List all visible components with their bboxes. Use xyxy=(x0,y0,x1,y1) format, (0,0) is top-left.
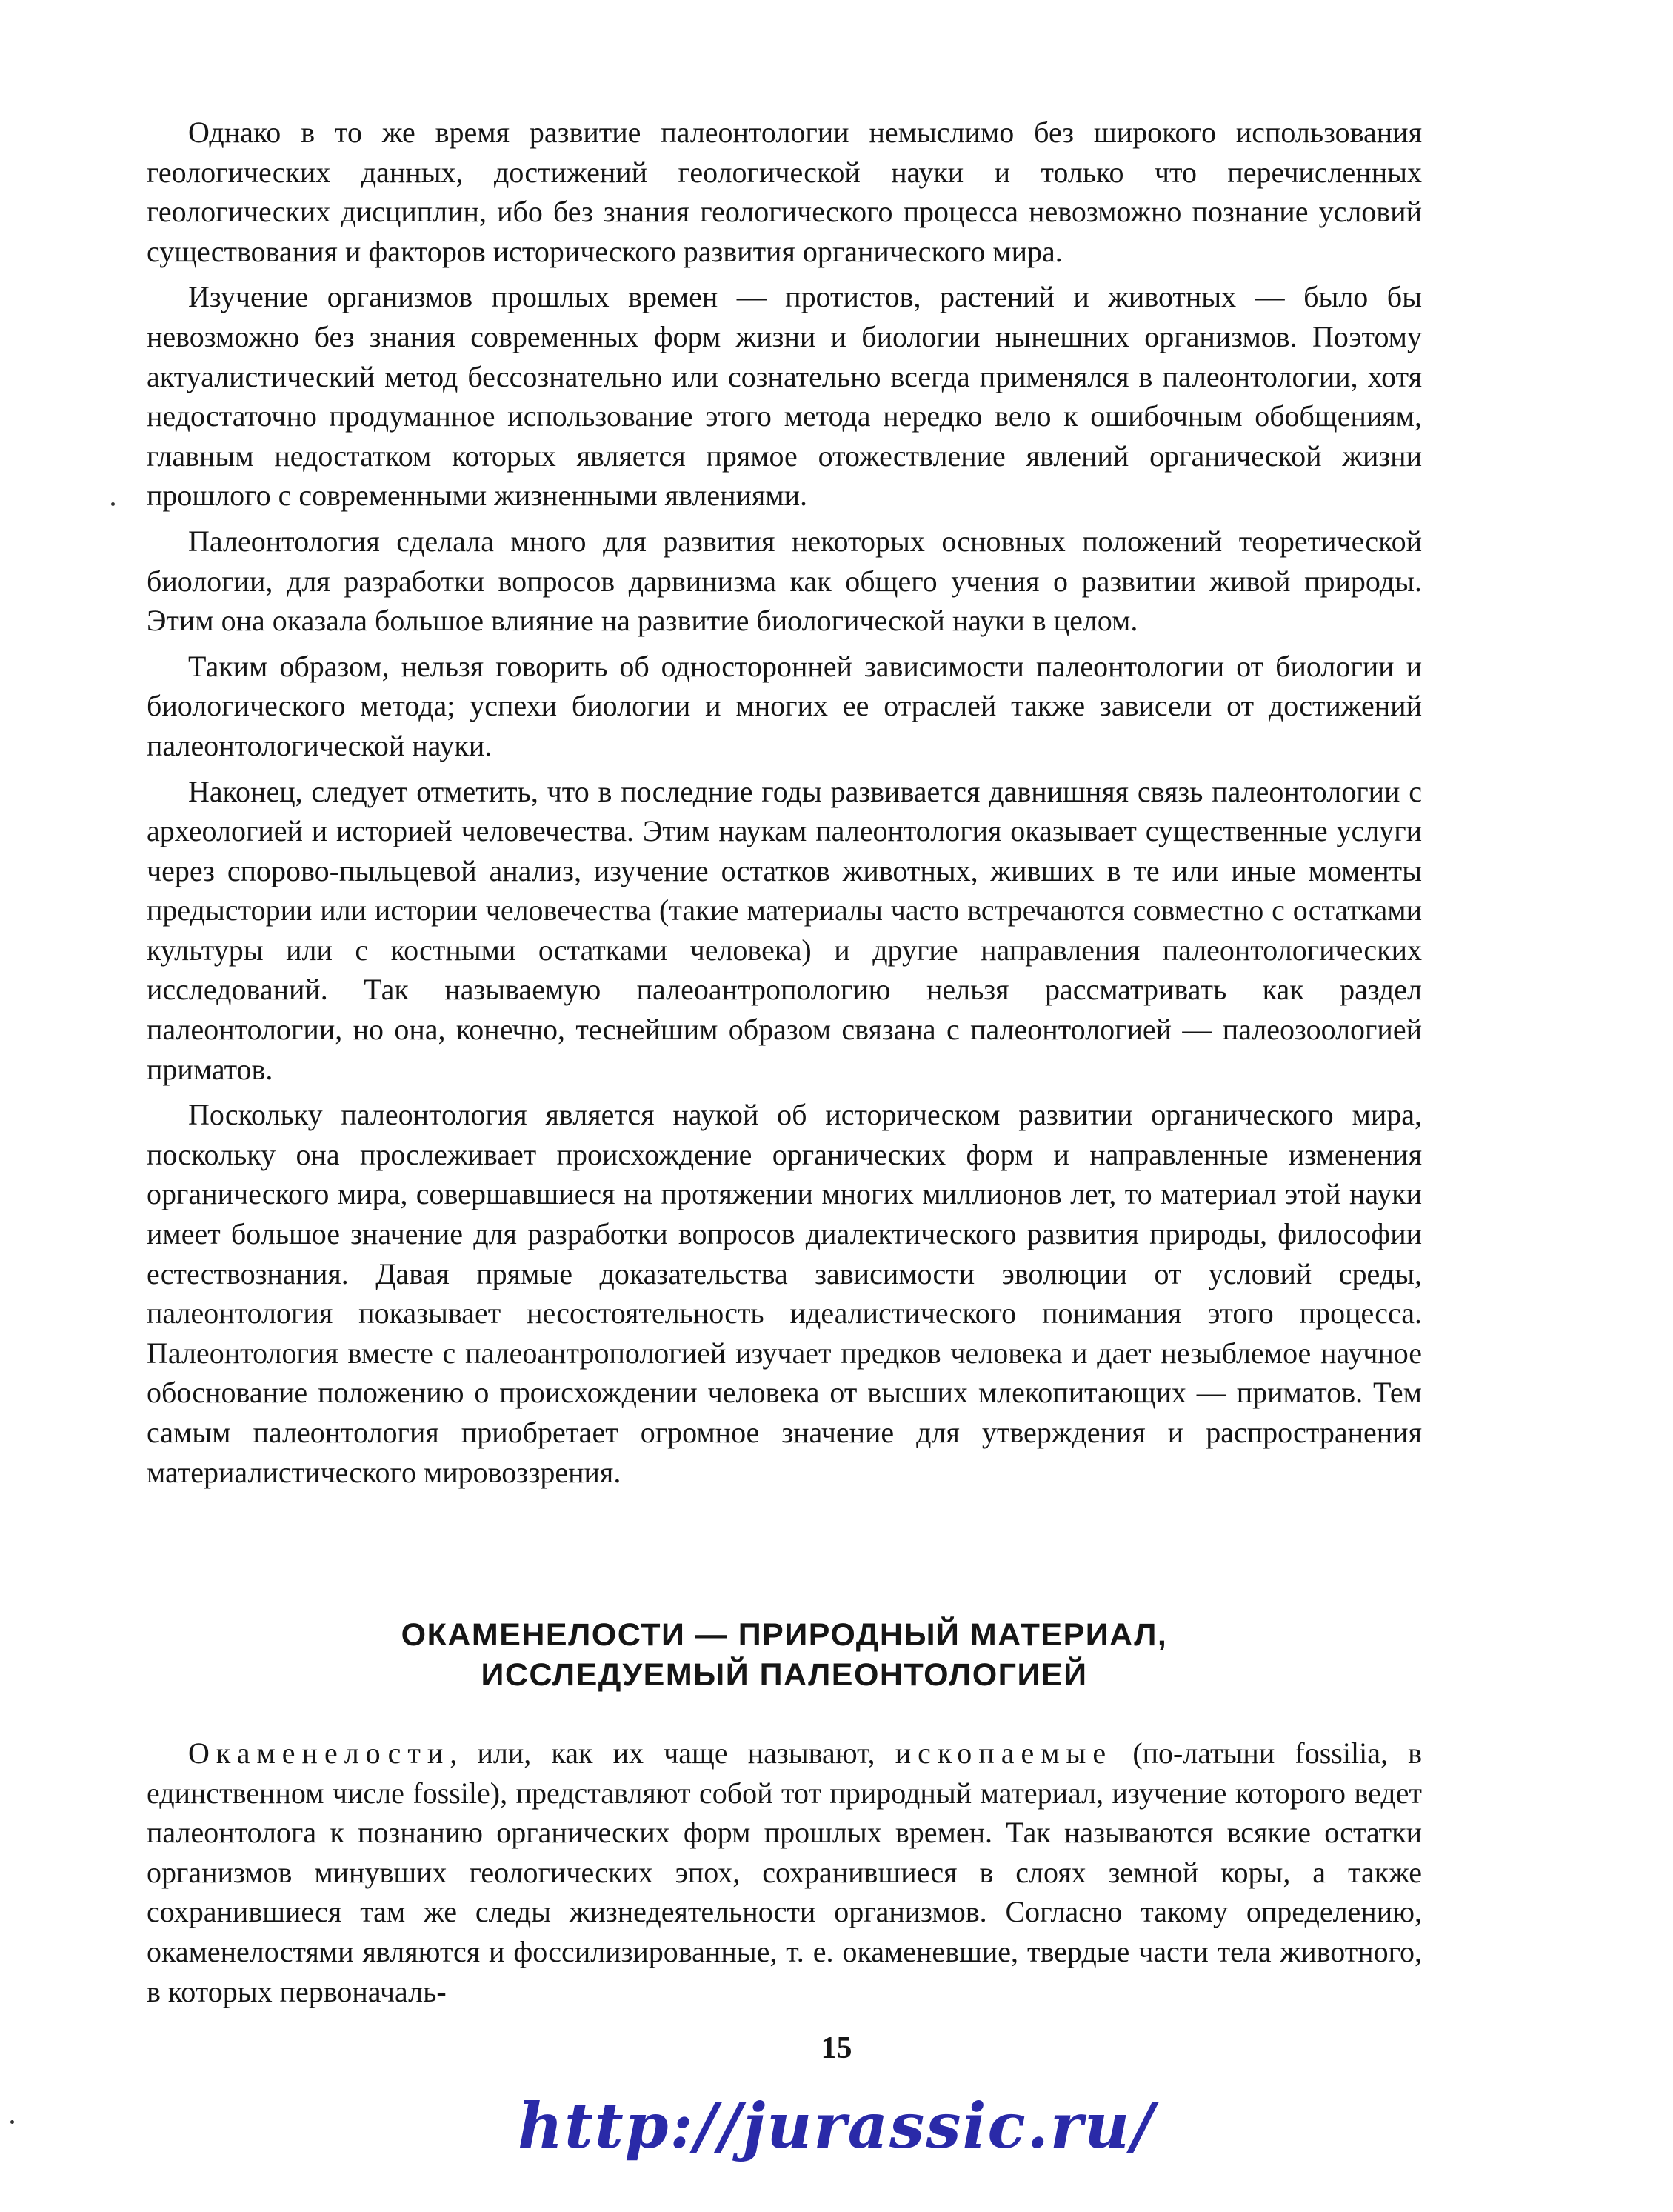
paragraph xyxy=(147,1733,1422,2011)
paragraph-text: (по-латыни fossilia, в единственном числе fossile), представляют собой тот природный материал, изучение которого ведет палеонтолога к познанию органических форм прошлых времен. Так называются всякие остатки организмов минувших геологических эпох, сохранившиеся в слоях земной коры, а также сохранившиеся там же следы жизнедеятельности организмов. Согласно такому определению, окаменелостями являются и фоссилизированные, т. е. окаменевшие, твердые части тела животного, в которых первоначаль- xyxy=(147,1736,1422,2008)
paragraph: Палеонтология сделала много для развития некоторых основных положений теоретической биологии, для разработки вопросов дарвинизма как общего учения о развитии живой природы. Этим она оказала большое влияние на развитие биологической науки в целом. xyxy=(147,524,1422,638)
site-watermark-link[interactable]: http://jurassic.ru/ xyxy=(518,2089,1155,2162)
paragraph-text: , или, как их чаще называют, xyxy=(450,1736,895,1770)
body-text-top xyxy=(147,113,1422,1498)
section-heading-line-1: ОКАМЕНЕЛОСТИ — ПРИРОДНЫЙ МАТЕРИАЛ, xyxy=(401,1617,1168,1653)
paragraph: Однако в то же время развитие палеонтологии немыслимо без широкого использования геологических данных, достижений геологической науки и только что перечисленных геологических дисциплин, ибо без знания геологического процесса невозможно познание условий существования и факторов исторического развития органического мира. xyxy=(147,116,1422,268)
page-number: 15 xyxy=(821,2031,852,2065)
body-text-bottom xyxy=(147,1733,1422,2017)
paragraph: Таким образом, нельзя говорить об односторонней зависимости палеонтологии от биологии и биологического метода; успехи биологии и многих ее отраслей также зависели от достижений палеонтологической науки. xyxy=(147,649,1422,762)
scan-speck xyxy=(10,2120,14,2124)
spaced-term: Окаменелости xyxy=(188,1736,450,1770)
section-heading-line-2: ИССЛЕДУЕМЫЙ ПАЛЕОНТОЛОГИЕЙ xyxy=(481,1657,1088,1693)
paragraph: Поскольку палеонтология является наукой об историческом развитии органического мира, поскольку она прослеживает происхождение органических форм и направленные изменения органического мира, совершавшиеся на протяжении многих миллионов лет, то материал этой науки имеет большое значение для разработки вопросов диалектического развития природы, философии естествознания. Давая прямые доказательства зависимости эволюции от условий среды, палеонтология показывает несостоятельность идеалистического понимания этого процесса. Палеонтология вместе с палеоантропологией изучает предков человека и дает незыблемое научное обоснование положению о происхождении человека от высших млекопитающих — приматов. Тем самым палеонтология приобретает огромное значение для утверждения и распространения материалистического мировоззрения. xyxy=(147,1098,1422,1489)
spaced-term: ископаемые xyxy=(895,1736,1113,1770)
paragraph: Изучение организмов прошлых времен — протистов, растений и животных — было бы невозможно без знания современных форм жизни и биологии нынешних организмов. Поэтому актуалистический метод бессознательно или сознательно всегда применялся в палеонтологии, хотя недостаточно продуманное использование этого метода нередко вело к ошибочным обобщениям, главным недостатком которых является прямое отожествление явлений органической жизни прошлого с современными жизненными явлениями. xyxy=(147,280,1422,513)
scan-speck xyxy=(111,502,115,506)
section-heading xyxy=(147,1615,1422,1695)
paragraph: Наконец, следует отметить, что в последние годы развивается давнишняя связь палеонтологии с археологией и историей человечества. Этим наукам палеонтология оказывает существенные услуги через спорово-пыльцевой анализ, изучение остатков животных, живших в те или иные моменты предыстории или истории человечества (такие материалы часто встречаются совместно с остатками культуры или с костными остатками человека) и другие направления палеонтологических исследований. Так называемую палеоантропологию нельзя рассматривать как раздел палеонтологии, но она, конечно, теснейшим образом связана с палеонтологией — палеозоологией приматов. xyxy=(147,774,1422,1086)
